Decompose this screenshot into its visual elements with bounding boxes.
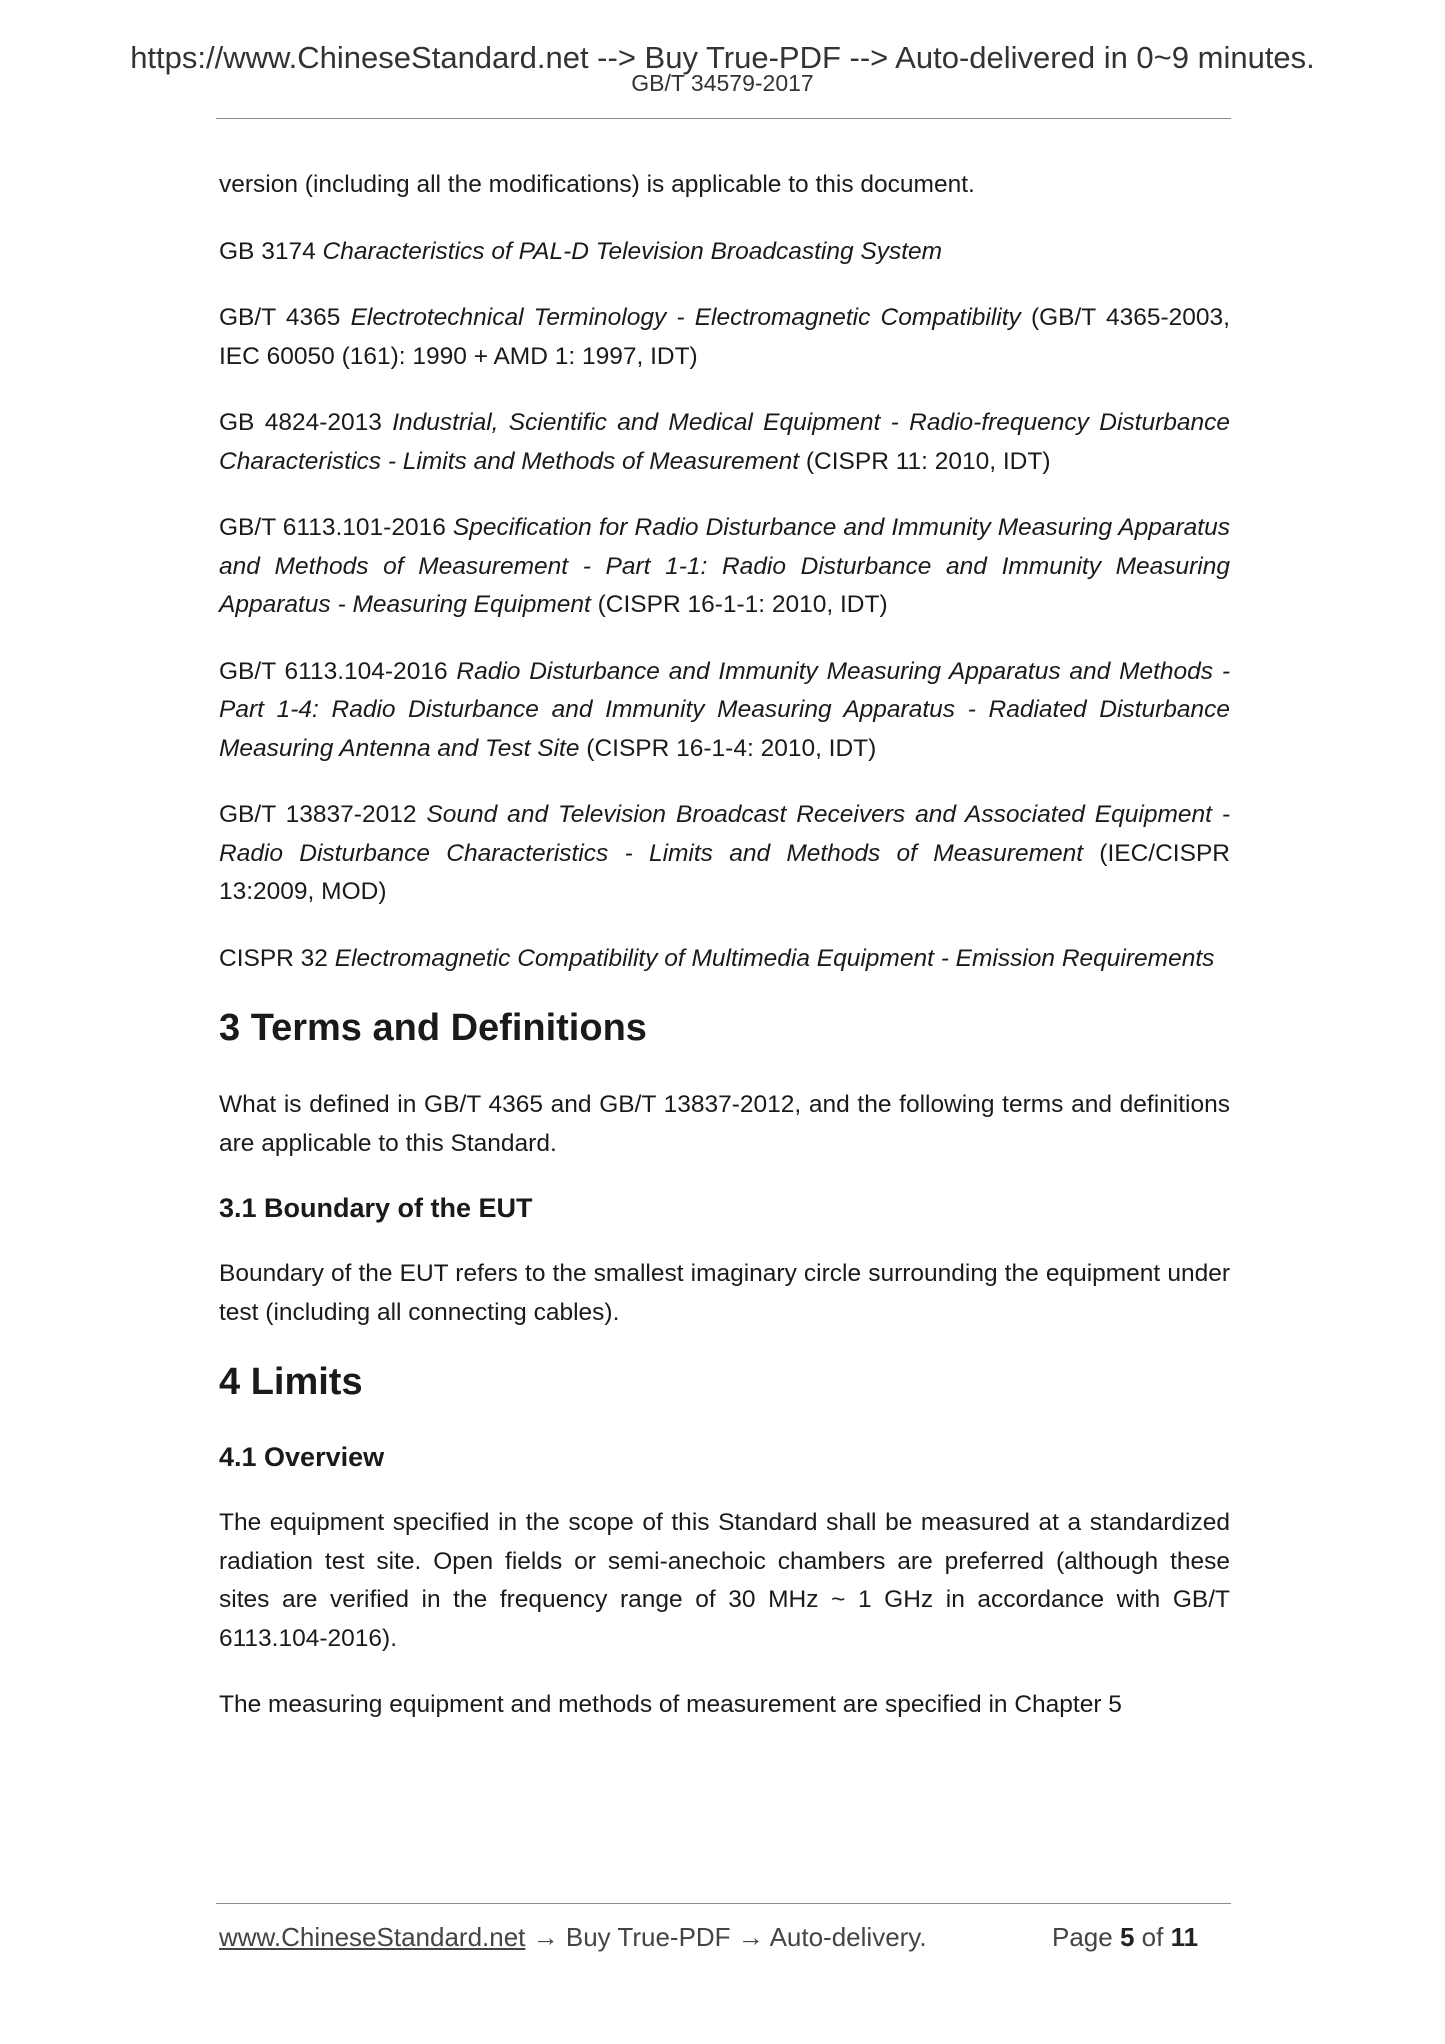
reference-code: GB/T 6113.104-2016 xyxy=(219,657,457,685)
normative-references-list xyxy=(219,233,1230,979)
source-banner: https://www.ChineseStandard.net --> Buy True-PDF --> Auto-delivered in 0~9 minutes. xyxy=(130,40,1315,75)
document-code: GB/T 34579-2017 xyxy=(631,70,814,96)
reference-item xyxy=(219,299,1230,376)
reference-item xyxy=(219,653,1230,769)
reference-item xyxy=(219,509,1230,625)
reference-code: GB/T 13837-2012 xyxy=(219,801,427,828)
reference-title: Industrial, Scientific and Medical Equipment - Radio-frequency Disturbance Characteristics - Limits and Methods of Measurement xyxy=(219,409,1230,475)
reference-item xyxy=(219,404,1230,481)
reference-suffix: (IEC/CISPR 13:2009, MOD) xyxy=(219,839,1230,905)
reference-code: GB 3174 xyxy=(219,237,323,265)
section-4-heading: 4 Limits xyxy=(219,1361,363,1403)
reference-code: GB/T 4365 xyxy=(219,304,351,331)
reference-item xyxy=(219,796,1230,912)
section-3-heading: 3 Terms and Definitions xyxy=(219,1007,647,1049)
footer-source xyxy=(219,1922,927,1953)
page-content xyxy=(219,166,1230,1753)
reference-title: Electromagnetic Compatibility of Multimedia Equipment - Emission Requirements xyxy=(334,944,1215,972)
reference-title: Sound and Television Broadcast Receivers and Associated Equipment - Radio Disturbance Characteristics - Limits and Methods of Measurement xyxy=(219,801,1231,867)
section-4-1-paragraph: The equipment specified in the scope of this Standard shall be measured at a standardized radiation test site. Open fields or semi-anechoic chambers are preferred (although these sites are verified in the frequency range of 30 MHz ~ 1 GHz in accordance with GB/T 6113.104-2016). xyxy=(219,1509,1230,1652)
page-of-label: of xyxy=(1134,1922,1171,1952)
section-3-1-heading: 3.1 Boundary of the EUT xyxy=(219,1193,533,1223)
reference-code: GB 4824-2013 xyxy=(219,409,393,436)
reference-code: CISPR 32 xyxy=(219,944,335,972)
page-label: Page xyxy=(1052,1922,1120,1952)
reference-title: Specification for Radio Disturbance and Immunity Measuring Apparatus and Methods of Measurement - Part 1-1: Radio Disturbance and Immunity Measuring Apparatus - Measuring Equipment xyxy=(219,514,1230,618)
reference-title: Radio Disturbance and Immunity Measuring Apparatus and Methods - Part 1-4: Radio Disturbance and Immunity Measuring Apparatus - Radiated Disturbance Measuring Antenna and Test Site xyxy=(219,657,1230,762)
reference-suffix: (CISPR 11: 2010, IDT) xyxy=(799,447,1051,475)
intro-paragraph: version (including all the modifications) is applicable to this document. xyxy=(219,171,975,198)
footer-site-link[interactable]: www.ChineseStandard.net xyxy=(219,1922,526,1952)
section-3-paragraph: What is defined in GB/T 4365 and GB/T 13837-2012, and the following terms and definitions are applicable to this Standard. xyxy=(219,1091,1230,1157)
reference-suffix: (CISPR 16-1-1: 2010, IDT) xyxy=(590,591,888,618)
header-divider xyxy=(216,118,1231,119)
reference-code: GB/T 6113.101-2016 xyxy=(219,514,453,541)
section-4-1-heading: 4.1 Overview xyxy=(219,1442,385,1472)
section-4-1-paragraph-2: The measuring equipment and methods of measurement are specified in Chapter 5 xyxy=(219,1691,1122,1718)
reference-item xyxy=(219,233,1230,272)
page-indicator xyxy=(1052,1922,1198,1953)
section-3-1-paragraph: Boundary of the EUT refers to the smallest imaginary circle surrounding the equipment under test (including all connecting cables). xyxy=(219,1260,1230,1326)
reference-title: Characteristics of PAL-D Television Broadcasting System xyxy=(322,237,943,265)
page-total: 11 xyxy=(1170,1922,1199,1952)
footer-divider xyxy=(216,1903,1231,1904)
reference-item xyxy=(219,940,1230,979)
reference-suffix: (GB/T 4365-2003, IEC 60050 (161): 1990 + AMD 1: 1997, IDT) xyxy=(219,304,1230,370)
reference-suffix: (CISPR 16-1-4: 2010, IDT) xyxy=(579,734,877,762)
reference-title: Electrotechnical Terminology - Electromagnetic Compatibility xyxy=(350,304,1021,331)
footer-tagline: → Buy True-PDF → Auto-delivery. xyxy=(525,1922,927,1952)
page-number: 5 xyxy=(1119,1922,1135,1952)
